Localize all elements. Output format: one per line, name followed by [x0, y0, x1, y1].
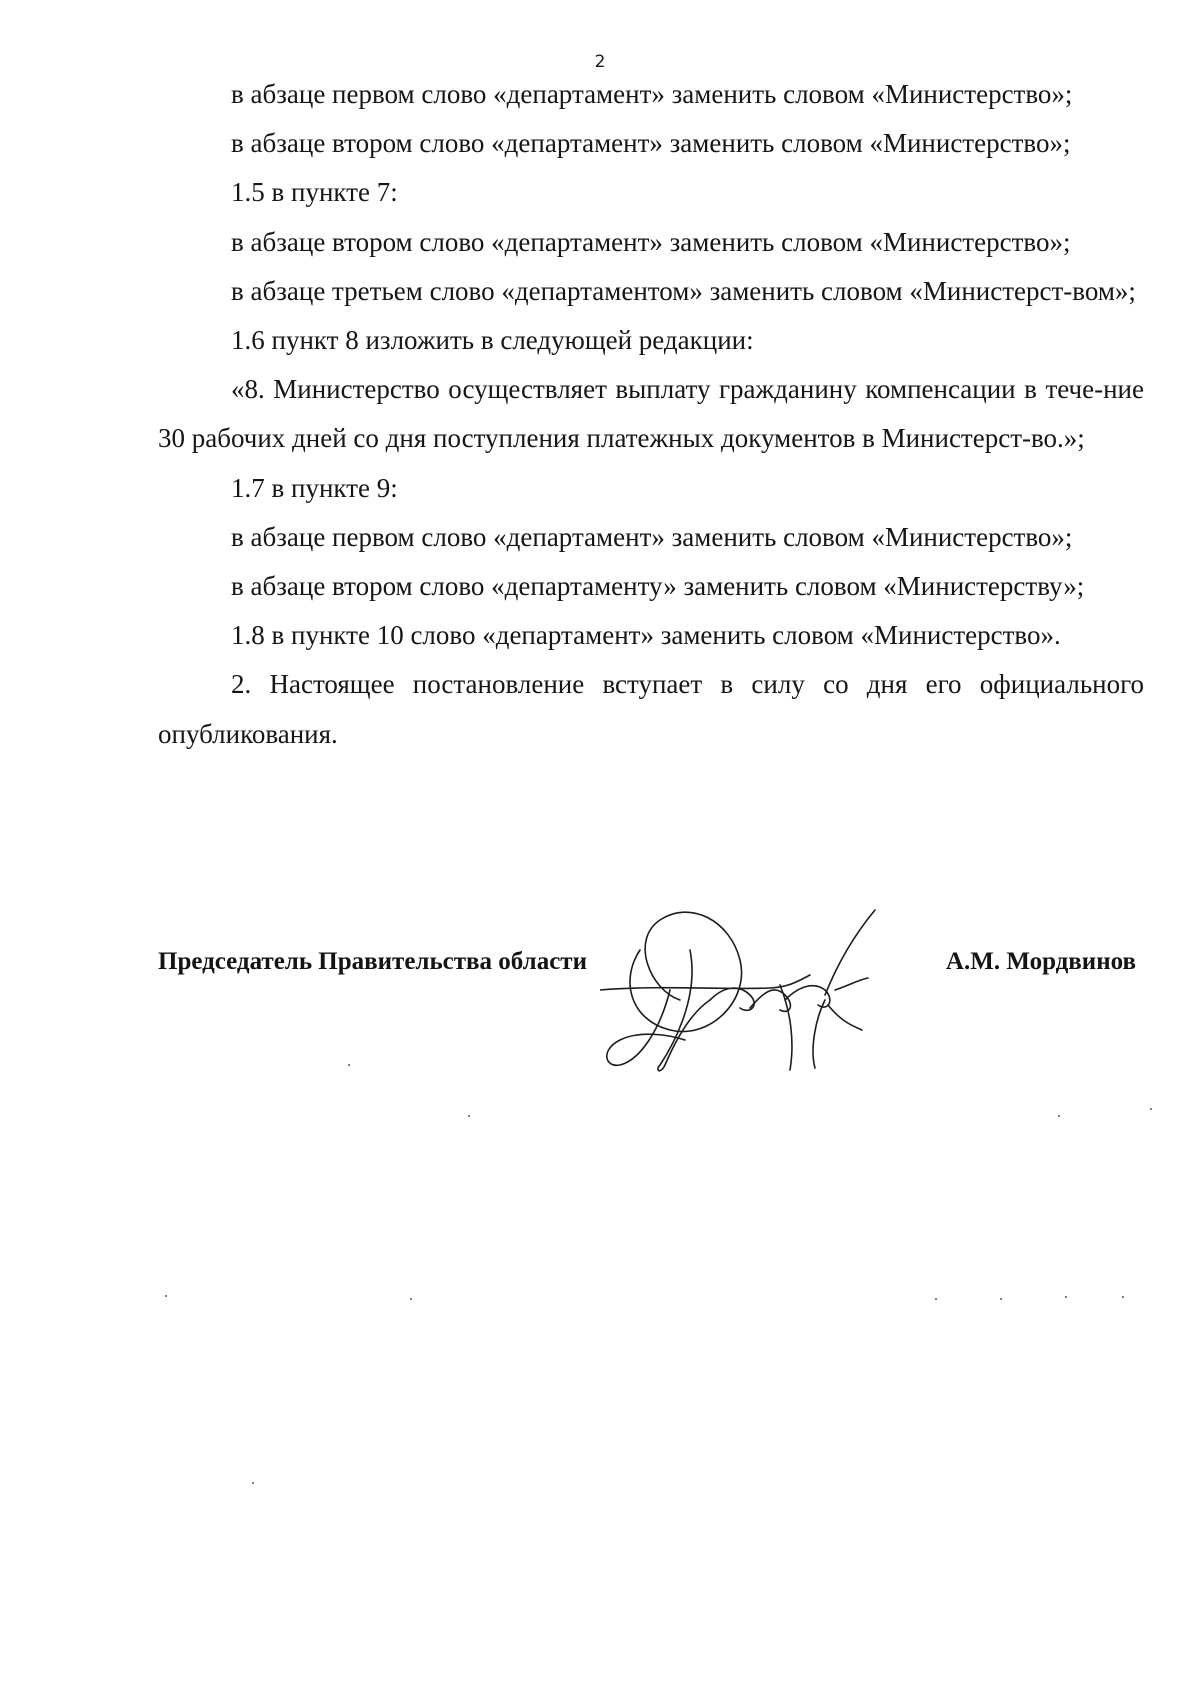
paragraph-7: «8. Министерство осуществляет выплату гражданину компенсации в тече-ние 30 рабочих дней со дня поступления платежных документов в Министерст-во.»;: [158, 374, 1144, 454]
scan-speck: [252, 1482, 254, 1484]
scan-speck: [468, 1115, 470, 1117]
paragraph-6: 1.6 пункт 8 изложить в следующей редакции:: [231, 325, 754, 356]
scan-speck: [410, 1298, 412, 1300]
scan-speck: [1150, 1108, 1152, 1110]
paragraph-2: в абзаце втором слово «департамент» заменить словом «Министерство»;: [231, 128, 1071, 159]
document-body: [158, 70, 1144, 759]
page-number: 2: [594, 52, 606, 72]
handwritten-signature: [600, 890, 960, 1080]
signatory-name: А.М. Мордвинов: [945, 948, 1136, 975]
paragraph-10: в абзаце втором слово «департаменту» заменить словом «Министерству»;: [231, 571, 1085, 602]
paragraph-5: в абзаце третьем слово «департаментом» заменить словом «Министерст-вом»;: [231, 275, 1136, 306]
paragraph-1: в абзаце первом слово «департамент» заменить словом «Министерство»;: [231, 79, 1073, 109]
scan-speck: [1065, 1296, 1067, 1298]
paragraph-9: в абзаце первом слово «департамент» заменить словом «Министерство»;: [231, 521, 1073, 552]
scan-speck: [935, 1298, 937, 1300]
scan-speck: [1058, 1115, 1060, 1117]
signatory-position: Председатель Правительства области: [158, 948, 587, 975]
paragraph-4: в абзаце втором слово «департамент» заменить словом «Министерство»;: [231, 226, 1071, 257]
scan-speck: [1000, 1298, 1002, 1300]
scan-speck: [348, 1064, 350, 1066]
paragraph-12: 2. Настоящее постановление вступает в силу со дня его официального опубликования.: [158, 669, 1144, 749]
scan-speck: [1122, 1296, 1124, 1298]
paragraph-3: 1.5 в пункте 7:: [231, 177, 398, 208]
paragraph-8: 1.7 в пункте 9:: [231, 472, 398, 503]
scan-speck: [165, 1295, 167, 1297]
paragraph-11: 1.8 в пункте 10 слово «департамент» заменить словом «Министерство».: [231, 620, 1061, 651]
